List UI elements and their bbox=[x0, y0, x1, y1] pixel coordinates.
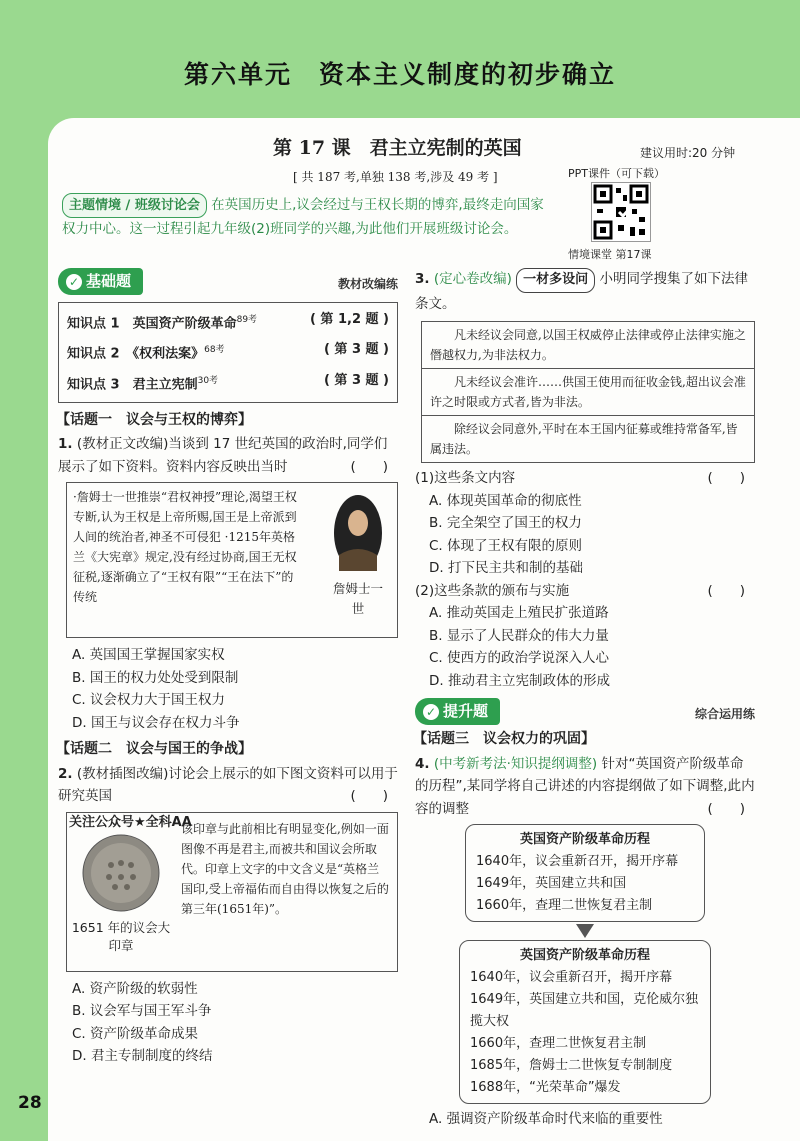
topic-1: 【话题一 议会与王权的博弈】 bbox=[56, 411, 252, 428]
q2-stem: (教材插图改编)讨论会上展示的如下图文资料可以用于研究英国 bbox=[58, 765, 398, 805]
q1-answer-blank[interactable]: ( ) bbox=[350, 458, 388, 475]
q4-tag: (中考新考法·知识提纲调整) bbox=[433, 755, 598, 772]
law-box bbox=[421, 321, 755, 463]
seal-icon bbox=[81, 833, 161, 913]
ppt-label: PPT课件（可下载） bbox=[568, 167, 665, 180]
q2-option-a[interactable]: A. 资产阶级的软弱性 bbox=[72, 980, 198, 997]
kp-range: ( 第 1,2 题 ) bbox=[309, 312, 389, 327]
q4-number: 4. bbox=[415, 755, 430, 772]
outline-after bbox=[459, 940, 711, 1104]
kp-row bbox=[67, 368, 389, 398]
kp-label: 知识点 2 bbox=[67, 346, 120, 362]
kp-sup: 30考 bbox=[197, 375, 219, 386]
q3-sub2-stem: (2)这些条款的颁布与实施 bbox=[415, 582, 570, 599]
q3-sub2-option-b[interactable]: B. 显示了人民群众的伟大力量 bbox=[429, 627, 609, 644]
qr-label: 情境课堂 第17课 bbox=[568, 248, 652, 261]
qr-code-icon[interactable] bbox=[591, 182, 651, 242]
suggest-time: 建议用时:20 分钟 bbox=[640, 146, 736, 160]
q3-stem: 小明同学搜集了如下法律条文。 bbox=[415, 271, 748, 312]
law-item: 凡未经议会准许……供国王使用而征收金钱,超出议会准许之时限或方式者,皆为非法。 bbox=[422, 369, 754, 416]
q3-sub2 bbox=[415, 580, 755, 603]
q1-number: 1. bbox=[58, 436, 73, 453]
kp-label: 知识点 1 bbox=[67, 316, 120, 332]
exam-count: [ 共 187 考,单独 138 考,涉及 49 考 ] bbox=[293, 170, 498, 184]
q2-source-text: 该印章与此前相比有明显变化,例如一面图像不再是君主,而被共和国议会所取代。印章上文字的中文含义是“英格兰国印,受上帝福佑而自由得以恢复之后的第三年(1651年)”。 bbox=[181, 821, 389, 916]
right-column bbox=[415, 268, 755, 1131]
basic-badge-label: 基础题 bbox=[86, 272, 132, 290]
q3-sub1-option-d[interactable]: D. 打下民主共和制的基础 bbox=[429, 560, 583, 576]
intro-tag-2: 班级讨论会 bbox=[134, 198, 200, 213]
outline-line: 1640年，议会重新召开，揭开序幕 bbox=[470, 970, 673, 985]
left-column bbox=[58, 268, 398, 1068]
q1-option-a[interactable]: A. 英国国王掌握国家实权 bbox=[72, 647, 225, 664]
q3-sub2-option-a[interactable]: A. 推动英国走上殖民扩张道路 bbox=[429, 605, 609, 621]
portrait-caption: 詹姆士一世 bbox=[332, 581, 383, 617]
kp-name: 君主立宪制 bbox=[132, 376, 198, 392]
topic-3: 【话题三 议会权力的巩固】 bbox=[413, 731, 595, 747]
topic-2: 【话题二 议会与国王的争战】 bbox=[56, 741, 252, 758]
q2-number: 2. bbox=[58, 765, 73, 782]
intro bbox=[62, 193, 552, 241]
advance-sub: 综合运用练 bbox=[694, 707, 755, 721]
question-3 bbox=[415, 268, 755, 315]
q3-sub1 bbox=[415, 467, 755, 490]
q3-sub2-option-c[interactable]: C. 使西方的政治学说深入人心 bbox=[429, 650, 610, 666]
advance-badge bbox=[415, 698, 500, 725]
portrait bbox=[327, 493, 389, 619]
portrait-icon bbox=[333, 493, 383, 573]
knowledge-points bbox=[58, 302, 398, 403]
kp-range: ( 第 3 题 ) bbox=[323, 342, 389, 358]
kp-label: 知识点 3 bbox=[67, 376, 120, 392]
outline-before bbox=[465, 824, 705, 922]
q3-sub2-option-d[interactable]: D. 推动君主立宪制政体的形成 bbox=[429, 672, 610, 689]
q1-stem: (教材正文改编)当谈到 17 世纪英国的政治时,同学们展示了如下资料。资料内容反映出当时 bbox=[58, 436, 388, 475]
kp-sup: 89考 bbox=[236, 315, 258, 325]
kp-name: 《权利法案》 bbox=[132, 346, 205, 362]
advance-badge-label: 提升题 bbox=[443, 702, 489, 720]
advance-section-head bbox=[415, 698, 755, 724]
intro-tag-1: 主题情境 bbox=[69, 198, 122, 213]
unit-title: 第六单元 资本主义制度的初步确立 bbox=[183, 60, 616, 89]
q3-sub1-blank[interactable]: ( ) bbox=[707, 470, 745, 486]
q1-source-text: ·詹姆士一世推崇“君权神授”理论,渴望王权专断,认为王权是上帝所赐,国王是上帝派到人间的统治者,神圣不可侵犯 ·1215年英格兰《大宪章》规定,没有经过协商,国王无权征税,逐渐确立了“王权有限”“王在法下”的传统 bbox=[73, 490, 297, 605]
q4-stem: 针对“英国资产阶级革命的历程”,某同学将自己讲述的内容提纲做了如下调整,此内容的调整 bbox=[415, 755, 755, 817]
law-item: 凡未经议会同意,以国王权威停止法律或停止法律实施之僭越权力,为非法权力。 bbox=[422, 322, 754, 369]
q2-option-d[interactable]: D. 君主专制制度的终结 bbox=[72, 1048, 213, 1065]
intro-tag: 主题情境 ∕ 班级讨论会 bbox=[62, 193, 207, 218]
q4-answer-blank[interactable]: ( ) bbox=[707, 800, 745, 817]
q3-tag: (定心卷改编) bbox=[433, 271, 512, 287]
q3-sub1-option-c[interactable]: C. 体现了王权有限的原则 bbox=[429, 537, 583, 554]
check-icon: ✓ bbox=[66, 274, 82, 290]
outline-line: 1649年，英国建立共和国 bbox=[476, 876, 627, 891]
basic-badge bbox=[58, 268, 143, 295]
q3-sub2-blank[interactable]: ( ) bbox=[707, 582, 745, 599]
law-item: 除经议会同意外,平时在本王国内征募或维持常备军,皆属违法。 bbox=[430, 422, 738, 456]
q3-sub1-option-b[interactable]: B. 完全架空了国王的权力 bbox=[429, 515, 582, 531]
sheet bbox=[48, 118, 800, 1141]
intro-text: 在英国历史上,议会经过与王权长期的博弈,最终走向国家权力中心。这一过程引起九年级(2)班同学的兴趣,为此他们开展班级讨论会。 bbox=[62, 197, 544, 237]
kp-sup: 68考 bbox=[204, 345, 225, 356]
outline-line: 1660年，查理二世恢复君主制 bbox=[476, 898, 653, 913]
outline-line: 1649年，英国建立共和国，克伦威尔独揽大权 bbox=[470, 992, 699, 1029]
basic-section-head bbox=[58, 268, 398, 294]
q1-source bbox=[66, 482, 398, 638]
basic-sub: 教材改编练 bbox=[337, 277, 398, 291]
kp-row bbox=[67, 337, 389, 367]
outline-line: 1660年，查理二世恢复君主制 bbox=[470, 1036, 647, 1051]
seal-caption: 1651 年的议会大印章 bbox=[71, 919, 171, 953]
question-2 bbox=[58, 763, 398, 808]
q2-source bbox=[66, 812, 398, 972]
q1-option-b[interactable]: B. 国王的权力处处受到限制 bbox=[72, 669, 239, 686]
watermark: 关注公众号★全科AA bbox=[69, 814, 192, 830]
lesson-title: 第 17 课 君主立宪制的英国 bbox=[273, 137, 522, 159]
q2-answer-blank[interactable]: ( ) bbox=[350, 788, 388, 805]
q1-option-d[interactable]: D. 国王与议会存在权力斗争 bbox=[72, 714, 240, 731]
kp-row bbox=[67, 307, 389, 337]
question-4 bbox=[415, 753, 755, 821]
outline-title: 英国资产阶级革命历程 bbox=[519, 948, 650, 963]
page-number: 28 bbox=[18, 1093, 42, 1113]
check-icon: ✓ bbox=[423, 704, 439, 720]
q3-sub1-option-a[interactable]: A. 体现英国革命的彻底性 bbox=[429, 492, 582, 509]
q2-option-b[interactable]: B. 议会军与国王军斗争 bbox=[72, 1003, 212, 1020]
q4-option-a[interactable]: A. 强调资产阶级革命时代来临的重要性 bbox=[429, 1111, 663, 1127]
outline-line: 1688年，“光荣革命”爆发 bbox=[470, 1080, 621, 1095]
q3-number: 3. bbox=[415, 271, 430, 287]
kp-range: ( 第 3 题 ) bbox=[323, 372, 389, 388]
outline-line: 1640年，议会重新召开，揭开序幕 bbox=[476, 854, 679, 869]
q2-option-c[interactable]: C. 资产阶级革命成果 bbox=[72, 1025, 199, 1042]
seal bbox=[71, 833, 171, 955]
q3-sub1-stem: (1)这些条文内容 bbox=[415, 470, 516, 486]
outline-title: 英国资产阶级革命历程 bbox=[519, 832, 650, 847]
kp-name: 英国资产阶级革命 bbox=[132, 316, 237, 332]
outline-line: 1685年，詹姆士二世恢复专制制度 bbox=[470, 1058, 673, 1073]
q1-option-c[interactable]: C. 议会权力大于国王权力 bbox=[72, 692, 226, 709]
q3-tag2: 一材多设问 bbox=[516, 268, 595, 293]
question-1 bbox=[58, 433, 398, 478]
arrow-down-icon bbox=[576, 924, 594, 938]
